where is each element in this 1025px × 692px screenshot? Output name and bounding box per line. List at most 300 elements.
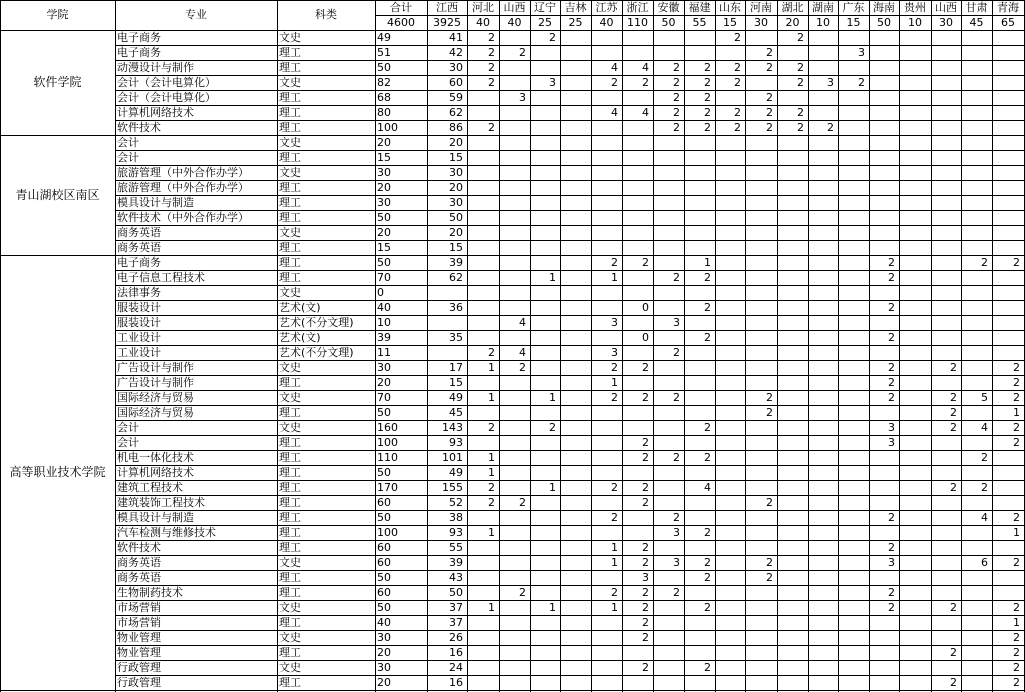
quota-cell[interactable] xyxy=(808,555,838,570)
quota-cell[interactable] xyxy=(467,615,499,630)
quota-cell[interactable] xyxy=(427,285,467,300)
quota-cell[interactable]: 4 xyxy=(642,106,649,119)
category-cell[interactable]: 文史 xyxy=(279,226,301,239)
quota-cell[interactable] xyxy=(869,210,899,225)
quota-cell[interactable] xyxy=(931,270,961,285)
quota-cell[interactable] xyxy=(838,300,869,315)
quota-cell[interactable]: 2 xyxy=(981,256,988,269)
quota-cell[interactable] xyxy=(715,645,745,660)
quota-cell[interactable] xyxy=(838,30,869,45)
category-cell[interactable]: 理工 xyxy=(279,256,301,269)
quota-cell[interactable]: 1 xyxy=(549,481,556,494)
quota-cell[interactable]: 2 xyxy=(642,361,649,374)
quota-cell[interactable]: 6 xyxy=(981,556,988,569)
quota-cell[interactable] xyxy=(591,435,622,450)
quota-cell[interactable] xyxy=(899,660,931,675)
quota-cell[interactable]: 1 xyxy=(488,466,495,479)
quota-cell[interactable] xyxy=(838,420,869,435)
quota-cell[interactable] xyxy=(530,435,560,450)
quota-cell[interactable] xyxy=(931,495,961,510)
quota-cell[interactable] xyxy=(899,675,931,690)
header-category[interactable]: 科类 xyxy=(315,8,337,21)
quota-cell[interactable] xyxy=(931,615,961,630)
quota-cell[interactable] xyxy=(684,210,715,225)
total-cell[interactable]: 70 xyxy=(377,271,391,284)
quota-cell[interactable] xyxy=(838,495,869,510)
quota-cell[interactable] xyxy=(931,75,961,90)
quota-cell[interactable]: 2 xyxy=(704,526,711,539)
category-cell[interactable]: 理工 xyxy=(279,241,301,254)
quota-cell[interactable] xyxy=(961,300,992,315)
major-cell[interactable]: 物业管理 xyxy=(117,646,161,659)
quota-cell[interactable] xyxy=(808,210,838,225)
quota-cell[interactable] xyxy=(961,495,992,510)
quota-cell[interactable]: 36 xyxy=(449,301,463,314)
quota-cell[interactable] xyxy=(530,615,560,630)
quota-cell[interactable]: 15 xyxy=(449,151,463,164)
quota-cell[interactable] xyxy=(653,570,684,585)
quota-cell[interactable]: 15 xyxy=(449,241,463,254)
quota-cell[interactable] xyxy=(467,195,499,210)
quota-cell[interactable] xyxy=(745,300,777,315)
header-province-name[interactable]: 吉林 xyxy=(564,1,587,14)
category-cell[interactable]: 理工 xyxy=(279,196,301,209)
quota-cell[interactable] xyxy=(530,450,560,465)
quota-cell[interactable] xyxy=(499,420,530,435)
quota-cell[interactable] xyxy=(931,105,961,120)
quota-cell[interactable]: 2 xyxy=(704,121,711,134)
quota-cell[interactable]: 2 xyxy=(488,31,495,44)
quota-cell[interactable] xyxy=(777,45,808,60)
header-province-quota[interactable]: 30 xyxy=(939,16,953,29)
quota-cell[interactable] xyxy=(808,405,838,420)
quota-cell[interactable] xyxy=(560,270,591,285)
header-province-quota[interactable]: 10 xyxy=(816,16,830,29)
major-cell[interactable]: 国际经济与贸易 xyxy=(117,391,194,404)
quota-cell[interactable] xyxy=(838,510,869,525)
quota-cell[interactable] xyxy=(838,270,869,285)
quota-cell[interactable]: 3 xyxy=(673,556,680,569)
quota-cell[interactable] xyxy=(684,345,715,360)
quota-cell[interactable] xyxy=(684,360,715,375)
quota-cell[interactable] xyxy=(961,405,992,420)
quota-cell[interactable] xyxy=(591,210,622,225)
quota-cell[interactable] xyxy=(838,285,869,300)
quota-cell[interactable] xyxy=(653,360,684,375)
quota-cell[interactable] xyxy=(745,75,777,90)
quota-cell[interactable] xyxy=(530,630,560,645)
quota-cell[interactable] xyxy=(715,405,745,420)
quota-cell[interactable] xyxy=(653,135,684,150)
quota-cell[interactable]: 2 xyxy=(549,421,556,434)
quota-cell[interactable] xyxy=(869,660,899,675)
quota-cell[interactable]: 2 xyxy=(797,106,804,119)
quota-cell[interactable] xyxy=(745,180,777,195)
major-cell[interactable]: 建筑工程技术 xyxy=(117,481,183,494)
quota-cell[interactable]: 2 xyxy=(673,271,680,284)
quota-cell[interactable] xyxy=(961,120,992,135)
total-cell[interactable]: 68 xyxy=(377,91,391,104)
major-cell[interactable]: 旅游管理（中外合作办学） xyxy=(117,166,249,179)
category-cell[interactable]: 艺术(文) xyxy=(279,301,321,314)
quota-cell[interactable] xyxy=(838,105,869,120)
header-province-name[interactable]: 江西 xyxy=(436,1,458,14)
header-province-name[interactable]: 辽宁 xyxy=(534,1,556,14)
quota-cell[interactable] xyxy=(530,330,560,345)
quota-cell[interactable] xyxy=(869,60,899,75)
quota-cell[interactable] xyxy=(961,60,992,75)
quota-cell[interactable]: 4 xyxy=(611,106,618,119)
quota-cell[interactable]: 30 xyxy=(449,61,463,74)
total-cell[interactable]: 30 xyxy=(377,661,391,674)
quota-cell[interactable] xyxy=(808,435,838,450)
quota-cell[interactable] xyxy=(838,585,869,600)
quota-cell[interactable] xyxy=(838,390,869,405)
quota-cell[interactable] xyxy=(745,240,777,255)
quota-cell[interactable] xyxy=(560,675,591,690)
quota-cell[interactable] xyxy=(622,510,653,525)
quota-cell[interactable] xyxy=(715,375,745,390)
quota-cell[interactable] xyxy=(499,435,530,450)
quota-cell[interactable] xyxy=(838,645,869,660)
header-province-quota[interactable]: 50 xyxy=(661,16,676,29)
quota-cell[interactable]: 2 xyxy=(734,31,741,44)
quota-cell[interactable] xyxy=(560,75,591,90)
category-cell[interactable]: 理工 xyxy=(279,271,301,284)
quota-cell[interactable] xyxy=(591,165,622,180)
quota-cell[interactable] xyxy=(560,210,591,225)
quota-cell[interactable] xyxy=(530,45,560,60)
quota-cell[interactable] xyxy=(560,150,591,165)
category-cell[interactable]: 理工 xyxy=(279,91,301,104)
quota-cell[interactable] xyxy=(467,150,499,165)
quota-cell[interactable]: 2 xyxy=(488,421,495,434)
quota-cell[interactable]: 2 xyxy=(888,301,895,314)
quota-cell[interactable] xyxy=(961,660,992,675)
header-province-name[interactable]: 广东 xyxy=(842,1,865,14)
major-cell[interactable]: 行政管理 xyxy=(117,676,161,689)
category-cell[interactable]: 艺术(不分文理) xyxy=(279,316,354,329)
total-cell[interactable]: 40 xyxy=(377,616,391,629)
quota-cell[interactable] xyxy=(808,360,838,375)
quota-cell[interactable]: 2 xyxy=(797,121,804,134)
total-cell[interactable]: 51 xyxy=(377,46,391,59)
quota-cell[interactable]: 2 xyxy=(766,496,773,509)
quota-cell[interactable]: 3 xyxy=(611,316,618,329)
quota-cell[interactable]: 42 xyxy=(449,46,463,59)
quota-cell[interactable] xyxy=(745,435,777,450)
quota-cell[interactable] xyxy=(808,540,838,555)
quota-cell[interactable] xyxy=(931,585,961,600)
quota-cell[interactable] xyxy=(467,90,499,105)
quota-cell[interactable] xyxy=(715,600,745,615)
quota-cell[interactable] xyxy=(777,615,808,630)
quota-cell[interactable]: 2 xyxy=(1013,436,1020,449)
quota-cell[interactable]: 2 xyxy=(549,31,556,44)
header-province-quota[interactable]: 25 xyxy=(568,16,583,29)
quota-cell[interactable] xyxy=(653,465,684,480)
quota-cell[interactable] xyxy=(838,135,869,150)
quota-cell[interactable]: 2 xyxy=(704,556,711,569)
quota-cell[interactable] xyxy=(560,495,591,510)
quota-cell[interactable] xyxy=(777,645,808,660)
total-cell[interactable]: 20 xyxy=(377,676,391,689)
quota-cell[interactable] xyxy=(715,420,745,435)
quota-cell[interactable] xyxy=(777,585,808,600)
major-cell[interactable]: 商务英语 xyxy=(117,226,161,239)
quota-cell[interactable] xyxy=(467,210,499,225)
quota-cell[interactable]: 2 xyxy=(734,106,741,119)
quota-cell[interactable] xyxy=(961,210,992,225)
quota-cell[interactable]: 1 xyxy=(488,601,495,614)
quota-cell[interactable] xyxy=(530,315,560,330)
quota-cell[interactable] xyxy=(838,465,869,480)
quota-cell[interactable] xyxy=(992,120,1024,135)
quota-cell[interactable] xyxy=(869,570,899,585)
quota-cell[interactable] xyxy=(560,195,591,210)
quota-cell[interactable] xyxy=(931,195,961,210)
major-cell[interactable]: 软件技术 xyxy=(117,121,161,134)
quota-cell[interactable] xyxy=(467,645,499,660)
quota-cell[interactable]: 2 xyxy=(888,391,895,404)
quota-cell[interactable]: 2 xyxy=(611,586,618,599)
quota-cell[interactable] xyxy=(931,255,961,270)
quota-cell[interactable] xyxy=(530,585,560,600)
quota-cell[interactable]: 2 xyxy=(704,106,711,119)
quota-cell[interactable] xyxy=(808,390,838,405)
major-cell[interactable]: 会计 xyxy=(117,421,139,434)
quota-cell[interactable] xyxy=(499,405,530,420)
quota-cell[interactable]: 2 xyxy=(611,481,618,494)
quota-cell[interactable] xyxy=(931,450,961,465)
quota-cell[interactable] xyxy=(499,330,530,345)
total-cell[interactable]: 50 xyxy=(377,571,391,584)
quota-cell[interactable] xyxy=(591,465,622,480)
quota-cell[interactable] xyxy=(838,195,869,210)
quota-cell[interactable] xyxy=(869,285,899,300)
major-cell[interactable]: 广告设计与制作 xyxy=(117,376,194,389)
quota-cell[interactable] xyxy=(808,645,838,660)
quota-cell[interactable] xyxy=(777,195,808,210)
quota-cell[interactable]: 2 xyxy=(673,586,680,599)
quota-cell[interactable] xyxy=(931,540,961,555)
major-cell[interactable]: 服装设计 xyxy=(117,301,161,314)
quota-cell[interactable] xyxy=(838,210,869,225)
quota-cell[interactable] xyxy=(499,390,530,405)
quota-cell[interactable] xyxy=(745,315,777,330)
quota-cell[interactable]: 2 xyxy=(1013,676,1020,689)
quota-cell[interactable] xyxy=(622,165,653,180)
quota-cell[interactable] xyxy=(499,525,530,540)
category-cell[interactable]: 理工 xyxy=(279,121,301,134)
quota-cell[interactable] xyxy=(745,675,777,690)
quota-cell[interactable] xyxy=(560,345,591,360)
quota-cell[interactable] xyxy=(530,165,560,180)
quota-cell[interactable] xyxy=(777,420,808,435)
quota-cell[interactable] xyxy=(777,675,808,690)
quota-cell[interactable] xyxy=(591,525,622,540)
quota-cell[interactable]: 2 xyxy=(981,451,988,464)
quota-cell[interactable]: 20 xyxy=(449,226,463,239)
quota-cell[interactable] xyxy=(777,225,808,240)
quota-cell[interactable] xyxy=(622,645,653,660)
quota-cell[interactable] xyxy=(684,390,715,405)
quota-cell[interactable]: 2 xyxy=(673,61,680,74)
quota-cell[interactable] xyxy=(622,405,653,420)
quota-cell[interactable]: 2 xyxy=(766,46,773,59)
quota-cell[interactable] xyxy=(745,540,777,555)
quota-cell[interactable] xyxy=(777,525,808,540)
category-cell[interactable]: 文史 xyxy=(279,661,301,674)
category-cell[interactable]: 文史 xyxy=(279,601,301,614)
quota-cell[interactable]: 2 xyxy=(488,121,495,134)
quota-cell[interactable] xyxy=(499,300,530,315)
quota-cell[interactable] xyxy=(560,120,591,135)
quota-cell[interactable] xyxy=(961,465,992,480)
quota-cell[interactable] xyxy=(808,165,838,180)
quota-cell[interactable] xyxy=(838,345,869,360)
quota-cell[interactable]: 2 xyxy=(642,661,649,674)
quota-cell[interactable]: 2 xyxy=(519,496,526,509)
quota-cell[interactable] xyxy=(899,330,931,345)
major-cell[interactable]: 电子信息工程技术 xyxy=(117,271,205,284)
quota-cell[interactable]: 93 xyxy=(449,526,463,539)
quota-cell[interactable] xyxy=(899,375,931,390)
quota-cell[interactable] xyxy=(560,375,591,390)
quota-cell[interactable] xyxy=(499,600,530,615)
quota-cell[interactable] xyxy=(653,480,684,495)
quota-cell[interactable] xyxy=(560,510,591,525)
quota-cell[interactable] xyxy=(838,660,869,675)
quota-cell[interactable] xyxy=(591,225,622,240)
quota-cell[interactable]: 59 xyxy=(449,91,463,104)
quota-cell[interactable]: 50 xyxy=(449,586,463,599)
category-cell[interactable]: 艺术(文) xyxy=(279,331,321,344)
quota-cell[interactable] xyxy=(591,90,622,105)
quota-cell[interactable] xyxy=(777,165,808,180)
quota-cell[interactable] xyxy=(899,420,931,435)
quota-cell[interactable] xyxy=(653,645,684,660)
quota-cell[interactable]: 2 xyxy=(1013,421,1020,434)
quota-cell[interactable] xyxy=(560,630,591,645)
quota-cell[interactable] xyxy=(961,240,992,255)
quota-cell[interactable] xyxy=(869,30,899,45)
quota-cell[interactable]: 3 xyxy=(673,316,680,329)
quota-cell[interactable] xyxy=(869,75,899,90)
quota-cell[interactable]: 2 xyxy=(734,76,741,89)
quota-cell[interactable]: 2 xyxy=(611,361,618,374)
quota-cell[interactable] xyxy=(715,585,745,600)
quota-cell[interactable]: 3 xyxy=(642,571,649,584)
quota-cell[interactable]: 38 xyxy=(449,511,463,524)
quota-cell[interactable] xyxy=(777,450,808,465)
quota-cell[interactable] xyxy=(684,435,715,450)
quota-cell[interactable] xyxy=(808,630,838,645)
quota-cell[interactable] xyxy=(961,315,992,330)
quota-cell[interactable] xyxy=(931,240,961,255)
quota-cell[interactable] xyxy=(992,225,1024,240)
quota-cell[interactable] xyxy=(530,225,560,240)
quota-cell[interactable] xyxy=(899,555,931,570)
quota-cell[interactable] xyxy=(715,495,745,510)
total-cell[interactable]: 100 xyxy=(377,436,398,449)
major-cell[interactable]: 市场营销 xyxy=(117,601,161,614)
quota-cell[interactable] xyxy=(684,195,715,210)
quota-cell[interactable] xyxy=(684,315,715,330)
quota-cell[interactable]: 4 xyxy=(981,511,988,524)
quota-cell[interactable]: 2 xyxy=(642,436,649,449)
quota-cell[interactable]: 93 xyxy=(449,436,463,449)
quota-cell[interactable]: 1 xyxy=(549,271,556,284)
quota-cell[interactable] xyxy=(715,435,745,450)
quota-cell[interactable] xyxy=(427,315,467,330)
quota-cell[interactable] xyxy=(961,525,992,540)
quota-cell[interactable] xyxy=(745,375,777,390)
quota-cell[interactable] xyxy=(715,465,745,480)
category-cell[interactable]: 理工 xyxy=(279,526,301,539)
total-cell[interactable]: 100 xyxy=(377,121,398,134)
quota-cell[interactable] xyxy=(869,120,899,135)
quota-cell[interactable] xyxy=(869,45,899,60)
quota-cell[interactable] xyxy=(869,135,899,150)
quota-cell[interactable]: 2 xyxy=(611,256,618,269)
quota-cell[interactable] xyxy=(931,45,961,60)
quota-cell[interactable] xyxy=(467,300,499,315)
quota-cell[interactable] xyxy=(560,180,591,195)
quota-cell[interactable] xyxy=(808,495,838,510)
quota-cell[interactable] xyxy=(808,570,838,585)
major-cell[interactable]: 模具设计与制造 xyxy=(117,196,194,209)
quota-cell[interactable]: 37 xyxy=(449,601,463,614)
quota-cell[interactable] xyxy=(591,195,622,210)
quota-cell[interactable] xyxy=(961,345,992,360)
quota-cell[interactable] xyxy=(499,165,530,180)
major-cell[interactable]: 会计 xyxy=(117,151,139,164)
quota-cell[interactable] xyxy=(684,165,715,180)
quota-cell[interactable] xyxy=(530,135,560,150)
quota-cell[interactable] xyxy=(622,90,653,105)
quota-cell[interactable] xyxy=(622,525,653,540)
header-province-quota[interactable]: 10 xyxy=(908,16,922,29)
quota-cell[interactable]: 2 xyxy=(888,601,895,614)
quota-cell[interactable] xyxy=(899,480,931,495)
quota-cell[interactable] xyxy=(899,45,931,60)
quota-cell[interactable]: 62 xyxy=(449,271,463,284)
quota-cell[interactable] xyxy=(530,240,560,255)
quota-cell[interactable] xyxy=(622,270,653,285)
quota-cell[interactable] xyxy=(745,525,777,540)
quota-cell[interactable] xyxy=(560,465,591,480)
total-cell[interactable]: 15 xyxy=(377,241,391,254)
quota-cell[interactable] xyxy=(869,675,899,690)
quota-cell[interactable] xyxy=(992,345,1024,360)
quota-cell[interactable]: 2 xyxy=(797,31,804,44)
quota-cell[interactable]: 2 xyxy=(1013,361,1020,374)
major-cell[interactable]: 汽车检测与维修技术 xyxy=(117,526,216,539)
quota-cell[interactable]: 2 xyxy=(734,61,741,74)
quota-cell[interactable] xyxy=(745,585,777,600)
quota-cell[interactable] xyxy=(653,495,684,510)
quota-cell[interactable]: 1 xyxy=(611,271,618,284)
quota-cell[interactable] xyxy=(622,240,653,255)
quota-cell[interactable] xyxy=(499,255,530,270)
quota-cell[interactable] xyxy=(684,240,715,255)
quota-cell[interactable] xyxy=(467,630,499,645)
quota-cell[interactable] xyxy=(560,225,591,240)
quota-cell[interactable] xyxy=(899,165,931,180)
major-cell[interactable]: 会计（会计电算化） xyxy=(117,76,216,89)
quota-cell[interactable] xyxy=(899,405,931,420)
